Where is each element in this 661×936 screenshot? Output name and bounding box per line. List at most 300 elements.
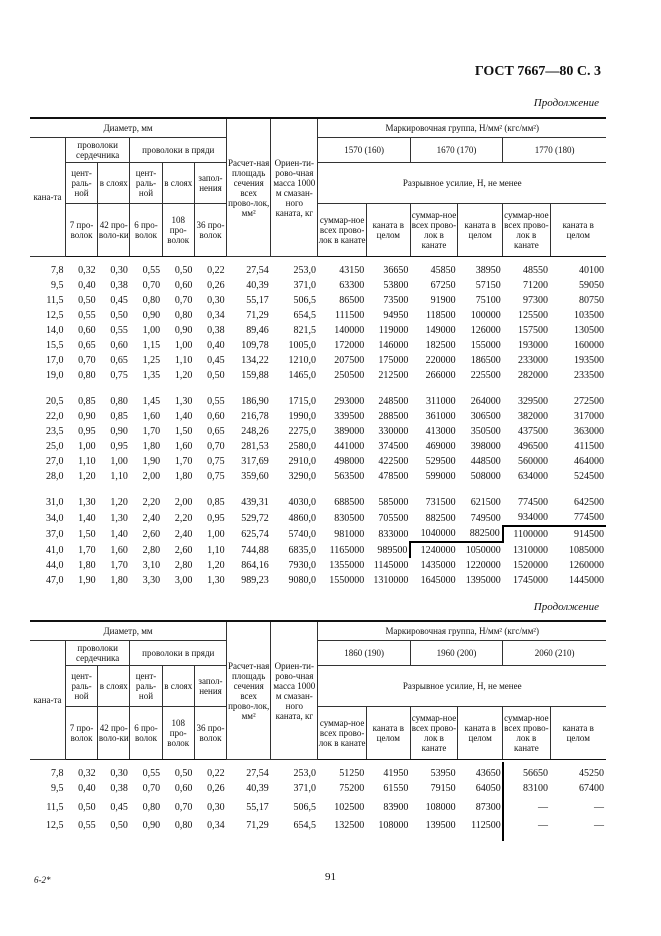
table-cell: 469000	[425, 441, 456, 452]
table-row	[30, 308, 606, 323]
table-cell: 411500	[574, 441, 604, 452]
sum-all-header: суммар-ное всех прово-лок в канате	[503, 204, 550, 257]
table-cell: 1,60	[174, 441, 193, 452]
table-cell: 233500	[574, 370, 604, 381]
table-cell: 989500	[366, 542, 410, 558]
table-cell: 37,0	[45, 528, 64, 540]
breaking-header: Разрывное усилие, Н, не менее	[318, 666, 606, 707]
whole-header: каната в целом	[366, 204, 410, 257]
w108-header: 108 про-волок	[162, 204, 194, 257]
grade-col-1: 1570 (160)	[318, 138, 410, 163]
w7-header: 7 про-волок	[65, 707, 97, 760]
table-cell: 1100000	[503, 526, 550, 542]
table-cell: 654,5	[293, 820, 316, 831]
table-row	[30, 454, 606, 469]
table-cell: 2,60	[174, 544, 193, 556]
diameter-header: Диаметр, мм	[30, 118, 227, 138]
table-cell: 91900	[430, 295, 456, 306]
table-cell: 654,5	[293, 310, 316, 321]
rope-header: кана-та	[30, 641, 65, 760]
table-cell: 94950	[383, 310, 409, 321]
table-cell: 1005,0	[288, 340, 316, 351]
table-cell: 359,60	[241, 471, 269, 482]
table-cell: 0,90	[78, 411, 96, 422]
table-cell: 0,75	[207, 456, 225, 467]
table-cell: 0,65	[110, 355, 128, 366]
table-cell: 0,50	[174, 768, 193, 779]
table-cell: 87300	[475, 801, 501, 813]
w36-header: 36 про-волок	[194, 707, 226, 760]
table-cell: 22,0	[45, 411, 64, 422]
table-cell: 111500	[335, 310, 365, 321]
table-cell: 1,20	[174, 370, 193, 381]
table-cell: 2,00	[174, 497, 193, 508]
table-cell: 0,30	[207, 295, 225, 306]
table-cell: 0,38	[110, 783, 128, 794]
table-cell: 11,5	[46, 295, 64, 306]
table-cell: 1,15	[142, 340, 161, 351]
table-cell: 0,80	[78, 370, 96, 381]
table-cell: 139500	[425, 820, 456, 831]
table-cell: 130500	[574, 325, 604, 336]
table-cell: 0,85	[110, 411, 128, 422]
table-cell: 155000	[470, 340, 501, 351]
strand-wires-header: проволоки в пряди	[130, 138, 227, 163]
table-cell: 1520000	[513, 560, 548, 571]
diameter-header: Диаметр, мм	[30, 621, 227, 641]
table-cell: 0,80	[110, 396, 128, 407]
central-header: цент-раль-ной	[65, 666, 97, 707]
table-cell: 0,34	[207, 310, 225, 321]
table-cell: 1,20	[110, 497, 128, 508]
table-row	[30, 293, 606, 308]
table-cell: 563500	[334, 471, 365, 482]
rope-table-2	[30, 620, 606, 833]
table-row	[30, 796, 606, 818]
table-cell: 0,30	[207, 801, 225, 813]
table-cell: 56650	[523, 768, 548, 779]
table-cell: 1,90	[78, 575, 96, 586]
table-cell: 248500	[378, 396, 409, 407]
table-cell: 989,23	[241, 575, 269, 586]
table-cell: 4030,0	[288, 497, 316, 508]
table-cell: 1,70	[142, 426, 161, 437]
table-cell: 53800	[383, 280, 409, 291]
table-cell: 0,60	[110, 340, 128, 351]
w6-header: 6 про-волок	[130, 204, 162, 257]
table-cell: 248,26	[241, 426, 269, 437]
table-cell: 182500	[425, 340, 456, 351]
central-header: цент-раль-ной	[130, 163, 162, 204]
table-cell: 389000	[334, 426, 365, 437]
table-cell: 212500	[378, 370, 409, 381]
table-row	[30, 760, 606, 782]
grade-header: Маркировочная группа, Н/мм² (кгс/мм²)	[318, 621, 606, 641]
strand-wires-header: проволоки в пряди	[130, 641, 227, 666]
table-cell: 43650	[475, 768, 501, 779]
table-cell: 6835,0	[288, 544, 316, 556]
core-wires-header: проволоки сердечника	[65, 138, 129, 163]
table-cell: 524500	[574, 471, 604, 482]
whole-header: каната в целом	[366, 707, 410, 760]
sum-all-header: суммар-ное всех прово-лок в канате	[318, 204, 366, 257]
grade-col-3: 2060 (210)	[503, 641, 606, 666]
table-cell: 864,16	[241, 560, 269, 571]
table-row	[30, 353, 606, 368]
table-cell: 134,22	[241, 355, 269, 366]
table-cell: 1,30	[78, 497, 96, 508]
table-cell: 0,50	[110, 820, 128, 831]
table-cell: 1,00	[174, 340, 193, 351]
table-cell: 1220000	[465, 560, 501, 571]
table-cell: 216,78	[241, 411, 269, 422]
table-cell: 3,00	[174, 575, 193, 586]
table-cell: 0,55	[78, 820, 96, 831]
layers-header: в слоях	[98, 163, 130, 204]
table-row	[30, 781, 606, 796]
table-cell: 1,40	[110, 528, 128, 540]
table-cell: 821,5	[293, 325, 316, 336]
table-cell: 1645000	[420, 575, 456, 586]
table-cell: 634000	[518, 471, 548, 482]
grade-header: Маркировочная группа, Н/мм² (кгс/мм²)	[318, 118, 606, 138]
table-cell: 41,0	[45, 544, 64, 556]
table-cell: 560000	[518, 456, 548, 467]
table-cell: 0,70	[142, 783, 161, 794]
table-cell: 160000	[574, 340, 604, 351]
table-cell: 1,00	[207, 528, 225, 540]
table-cell: 281,53	[241, 441, 269, 452]
table-cell: 253,0	[293, 768, 316, 779]
table-cell: 1145000	[373, 560, 409, 571]
table-cell: 48550	[523, 265, 548, 276]
mass-header: Ориен-ти-рово-чная масса 1000 м смазан-ного каната, кг	[271, 621, 318, 760]
table-cell: 63300	[339, 280, 365, 291]
table-cell: 264000	[470, 396, 501, 407]
table-cell: 0,45	[110, 295, 128, 306]
table-cell: 282000	[518, 370, 548, 381]
table-cell: 1,20	[78, 471, 96, 482]
table-cell: 34,0	[45, 512, 64, 524]
table-cell: 67400	[579, 783, 604, 794]
table-cell: 233000	[518, 355, 548, 366]
table-cell: 3290,0	[288, 471, 316, 482]
table-cell: 0,70	[174, 295, 193, 306]
footer-mark: 6-2*	[34, 875, 51, 885]
table-cell: —	[594, 801, 604, 813]
table-cell: 1,90	[142, 456, 161, 467]
table-1-body	[30, 257, 606, 589]
sum-all-header: суммар-ное всех прово-лок в канате	[318, 707, 366, 760]
table-cell: 0,55	[142, 768, 161, 779]
table-cell: 0,45	[207, 355, 225, 366]
table-cell: 1,10	[207, 544, 225, 556]
continuation-label: Продолжение	[533, 601, 599, 613]
table-cell: 159,88	[241, 370, 269, 381]
table-cell: 0,60	[207, 411, 225, 422]
fill-header: запол-нения	[194, 666, 226, 707]
table-cell: 0,55	[207, 396, 225, 407]
table-row	[30, 323, 606, 338]
table-cell: 496500	[518, 441, 548, 452]
table-row	[30, 368, 606, 383]
table-cell: 2,80	[174, 560, 193, 571]
table-cell: 83900	[383, 801, 409, 813]
table-cell: 0,80	[142, 801, 161, 813]
row-spacer	[30, 484, 606, 495]
table-cell: 1,30	[174, 396, 193, 407]
table-cell: 80750	[579, 295, 604, 306]
table-cell: 9080,0	[288, 575, 316, 586]
table-cell: 0,32	[78, 768, 96, 779]
table-cell: 1165000	[329, 544, 365, 556]
table-cell: 20,5	[45, 396, 64, 407]
table-cell: 1355000	[329, 560, 365, 571]
table-cell: 172000	[334, 340, 365, 351]
table-row	[30, 542, 606, 558]
table-cell: 97300	[523, 295, 548, 306]
core-wires-header: проволоки сердечника	[65, 641, 129, 666]
table-cell: 2,40	[174, 528, 193, 540]
table-cell: 45250	[579, 768, 604, 779]
table-cell: 439,31	[241, 497, 269, 508]
grade-col-3: 1770 (180)	[503, 138, 606, 163]
table-cell: 7,8	[50, 768, 64, 779]
table-cell: 0,32	[78, 265, 96, 276]
table-cell: 1260000	[569, 560, 604, 571]
table-cell: 774500	[518, 497, 548, 508]
table-cell: 0,38	[207, 325, 225, 336]
table-cell: 71,29	[246, 310, 269, 321]
table-cell: 1,00	[142, 325, 161, 336]
table-cell: 1990,0	[288, 411, 316, 422]
table-cell: —	[538, 820, 548, 831]
table-cell: 15,5	[45, 340, 64, 351]
table-cell: 175000	[378, 355, 409, 366]
table-cell: 1,20	[207, 560, 225, 571]
table-cell: 2,20	[174, 512, 193, 524]
table-cell: 882500	[458, 526, 503, 542]
table-cell: 1,70	[174, 456, 193, 467]
table-cell: 225500	[470, 370, 501, 381]
spacer-cell	[30, 383, 606, 394]
sum-all-header: суммар-ное всех прово-лок в канате	[410, 204, 457, 257]
table-cell: 0,95	[207, 512, 225, 524]
page-header: ГОСТ 7667—80 С. 3	[474, 64, 601, 79]
whole-header: каната в целом	[550, 204, 606, 257]
table-cell: 0,50	[207, 370, 225, 381]
table-cell: 2275,0	[288, 426, 316, 437]
table-cell: 1,40	[78, 512, 96, 524]
table-row	[30, 424, 606, 439]
table-cell: 83100	[523, 783, 548, 794]
table-cell: 1,35	[142, 370, 161, 381]
rope-header: кана-та	[30, 138, 65, 257]
table-cell: 0,70	[78, 355, 96, 366]
table-cell: 731500	[425, 497, 456, 508]
page-number: 91	[325, 871, 336, 883]
table-cell: 2580,0	[288, 441, 316, 452]
table-cell: 599000	[425, 471, 456, 482]
table-cell: 934000	[503, 510, 550, 526]
table-cell: 749500	[470, 512, 501, 524]
table-cell: 1,30	[207, 575, 225, 586]
table-cell: 361000	[425, 411, 456, 422]
table-cell: 125500	[518, 310, 548, 321]
table-cell: 0,26	[207, 783, 225, 794]
table-cell: 0,30	[110, 768, 128, 779]
table-cell: 441000	[334, 441, 365, 452]
table-cell: 1550000	[329, 575, 365, 586]
table-cell: 5740,0	[288, 528, 316, 540]
table-cell: 71,29	[246, 820, 269, 831]
grade-col-2: 1960 (200)	[410, 641, 502, 666]
table-cell: 1,45	[142, 396, 161, 407]
table-row	[30, 526, 606, 542]
breaking-header: Разрывное усилие, Н, не менее	[318, 163, 606, 204]
table-cell: 0,55	[142, 265, 161, 276]
table-cell: 108000	[425, 801, 456, 813]
table-cell: 1,40	[174, 411, 193, 422]
table-cell: 0,55	[110, 325, 128, 336]
table-cell: 363000	[574, 426, 604, 437]
table-cell: 126000	[470, 325, 501, 336]
table-cell: 220000	[425, 355, 456, 366]
table-cell: 27,0	[45, 456, 64, 467]
table-cell: 1,80	[78, 560, 96, 571]
table-cell: 329500	[518, 396, 548, 407]
sum-all-header: суммар-ное всех прово-лок в канате	[503, 707, 550, 760]
row-spacer	[30, 383, 606, 394]
table-cell: 2,40	[142, 512, 161, 524]
table-cell: 146000	[378, 340, 409, 351]
table-cell: 36650	[383, 265, 409, 276]
table-cell: 0,75	[110, 370, 128, 381]
table-cell: 0,30	[110, 265, 128, 276]
table-cell: 1,30	[110, 512, 128, 524]
table-cell: 642500	[574, 497, 604, 508]
table-cell: 55,17	[246, 295, 269, 306]
grade-col-2: 1670 (170)	[410, 138, 502, 163]
table-cell: 0,95	[110, 441, 128, 452]
table-cell: 1,70	[110, 560, 128, 571]
table-cell: 109,78	[241, 340, 269, 351]
table-cell: 317000	[574, 411, 604, 422]
table-cell: 43150	[339, 265, 365, 276]
table-cell: 2,20	[142, 497, 161, 508]
table-cell: 61550	[383, 783, 409, 794]
table-cell: 705500	[378, 512, 409, 524]
table-cell: 371,0	[293, 783, 316, 794]
table-cell: 44,0	[45, 560, 64, 571]
continuation-label: Продолжение	[533, 97, 599, 109]
table-cell: 0,60	[78, 325, 96, 336]
table-cell: 0,75	[207, 471, 225, 482]
table-cell: 7930,0	[288, 560, 316, 571]
table-cell: 19,0	[45, 370, 64, 381]
table-cell: 688500	[334, 497, 365, 508]
table-cell: 0,50	[174, 265, 193, 276]
table-cell: 371,0	[293, 280, 316, 291]
table-cell: 508000	[470, 471, 501, 482]
table-cell: 17,0	[45, 355, 64, 366]
table-cell: 157500	[518, 325, 548, 336]
table-cell: 833000	[378, 528, 409, 540]
table-row	[30, 469, 606, 484]
table-cell: 1,00	[78, 441, 96, 452]
table-cell: 0,85	[207, 497, 225, 508]
table-cell: 0,70	[174, 801, 193, 813]
table-cell: 0,50	[110, 310, 128, 321]
table-cell: 1,80	[110, 575, 128, 586]
table-row	[30, 409, 606, 424]
table-cell: 73500	[383, 295, 409, 306]
table-cell: 0,70	[207, 441, 225, 452]
table-cell: 253,0	[293, 265, 316, 276]
table-cell: 27,54	[246, 768, 269, 779]
table-row	[30, 439, 606, 454]
table-cell: 422500	[378, 456, 409, 467]
whole-header: каната в целом	[458, 707, 503, 760]
table-row	[30, 394, 606, 409]
table-cell: 330000	[378, 426, 409, 437]
table-cell: 1,50	[174, 426, 193, 437]
table-cell: 437500	[518, 426, 548, 437]
table-cell: 0,65	[207, 426, 225, 437]
table-cell: 118500	[425, 310, 456, 321]
table-cell: 272500	[574, 396, 604, 407]
table-cell: 0,80	[174, 820, 193, 831]
table-cell: 0,50	[78, 801, 96, 813]
table-cell: 51250	[339, 768, 365, 779]
whole-header: каната в целом	[550, 707, 606, 760]
table-cell: 186,90	[241, 396, 269, 407]
table-cell: 413000	[425, 426, 456, 437]
table-cell: 28,0	[45, 471, 64, 482]
table-cell: 45850	[430, 265, 456, 276]
table-cell: 108000	[378, 820, 409, 831]
table-row	[30, 257, 606, 279]
table-cell: 0,90	[142, 820, 161, 831]
table-cell: 9,5	[50, 280, 64, 291]
w7-header: 7 про-волок	[65, 204, 97, 257]
table-cell: 0,70	[142, 280, 161, 291]
table-cell: 3,30	[142, 575, 161, 586]
table-row	[30, 558, 606, 573]
table-cell: 132500	[334, 820, 365, 831]
table-cell: 57150	[475, 280, 501, 291]
table-cell: 830500	[334, 512, 365, 524]
table-cell: 0,34	[207, 820, 225, 831]
table-cell: 478500	[378, 471, 409, 482]
spacer-cell	[30, 484, 606, 495]
table-cell: 1465,0	[288, 370, 316, 381]
table-cell: 12,5	[45, 310, 64, 321]
table-cell: 193500	[574, 355, 604, 366]
table-cell: 311000	[425, 396, 456, 407]
table-row	[30, 573, 606, 588]
table-cell: 23,5	[45, 426, 64, 437]
table-cell: 1,10	[78, 456, 96, 467]
table-cell: 1,80	[174, 471, 193, 482]
table-cell: 0,60	[174, 280, 193, 291]
sum-all-header: суммар-ное всех прово-лок в канате	[410, 707, 457, 760]
table-cell: 0,65	[78, 340, 96, 351]
table-cell: 40100	[579, 265, 604, 276]
table-cell: 75100	[475, 295, 501, 306]
central-header: цент-раль-ной	[65, 163, 97, 204]
table-cell: 1310000	[513, 544, 548, 556]
